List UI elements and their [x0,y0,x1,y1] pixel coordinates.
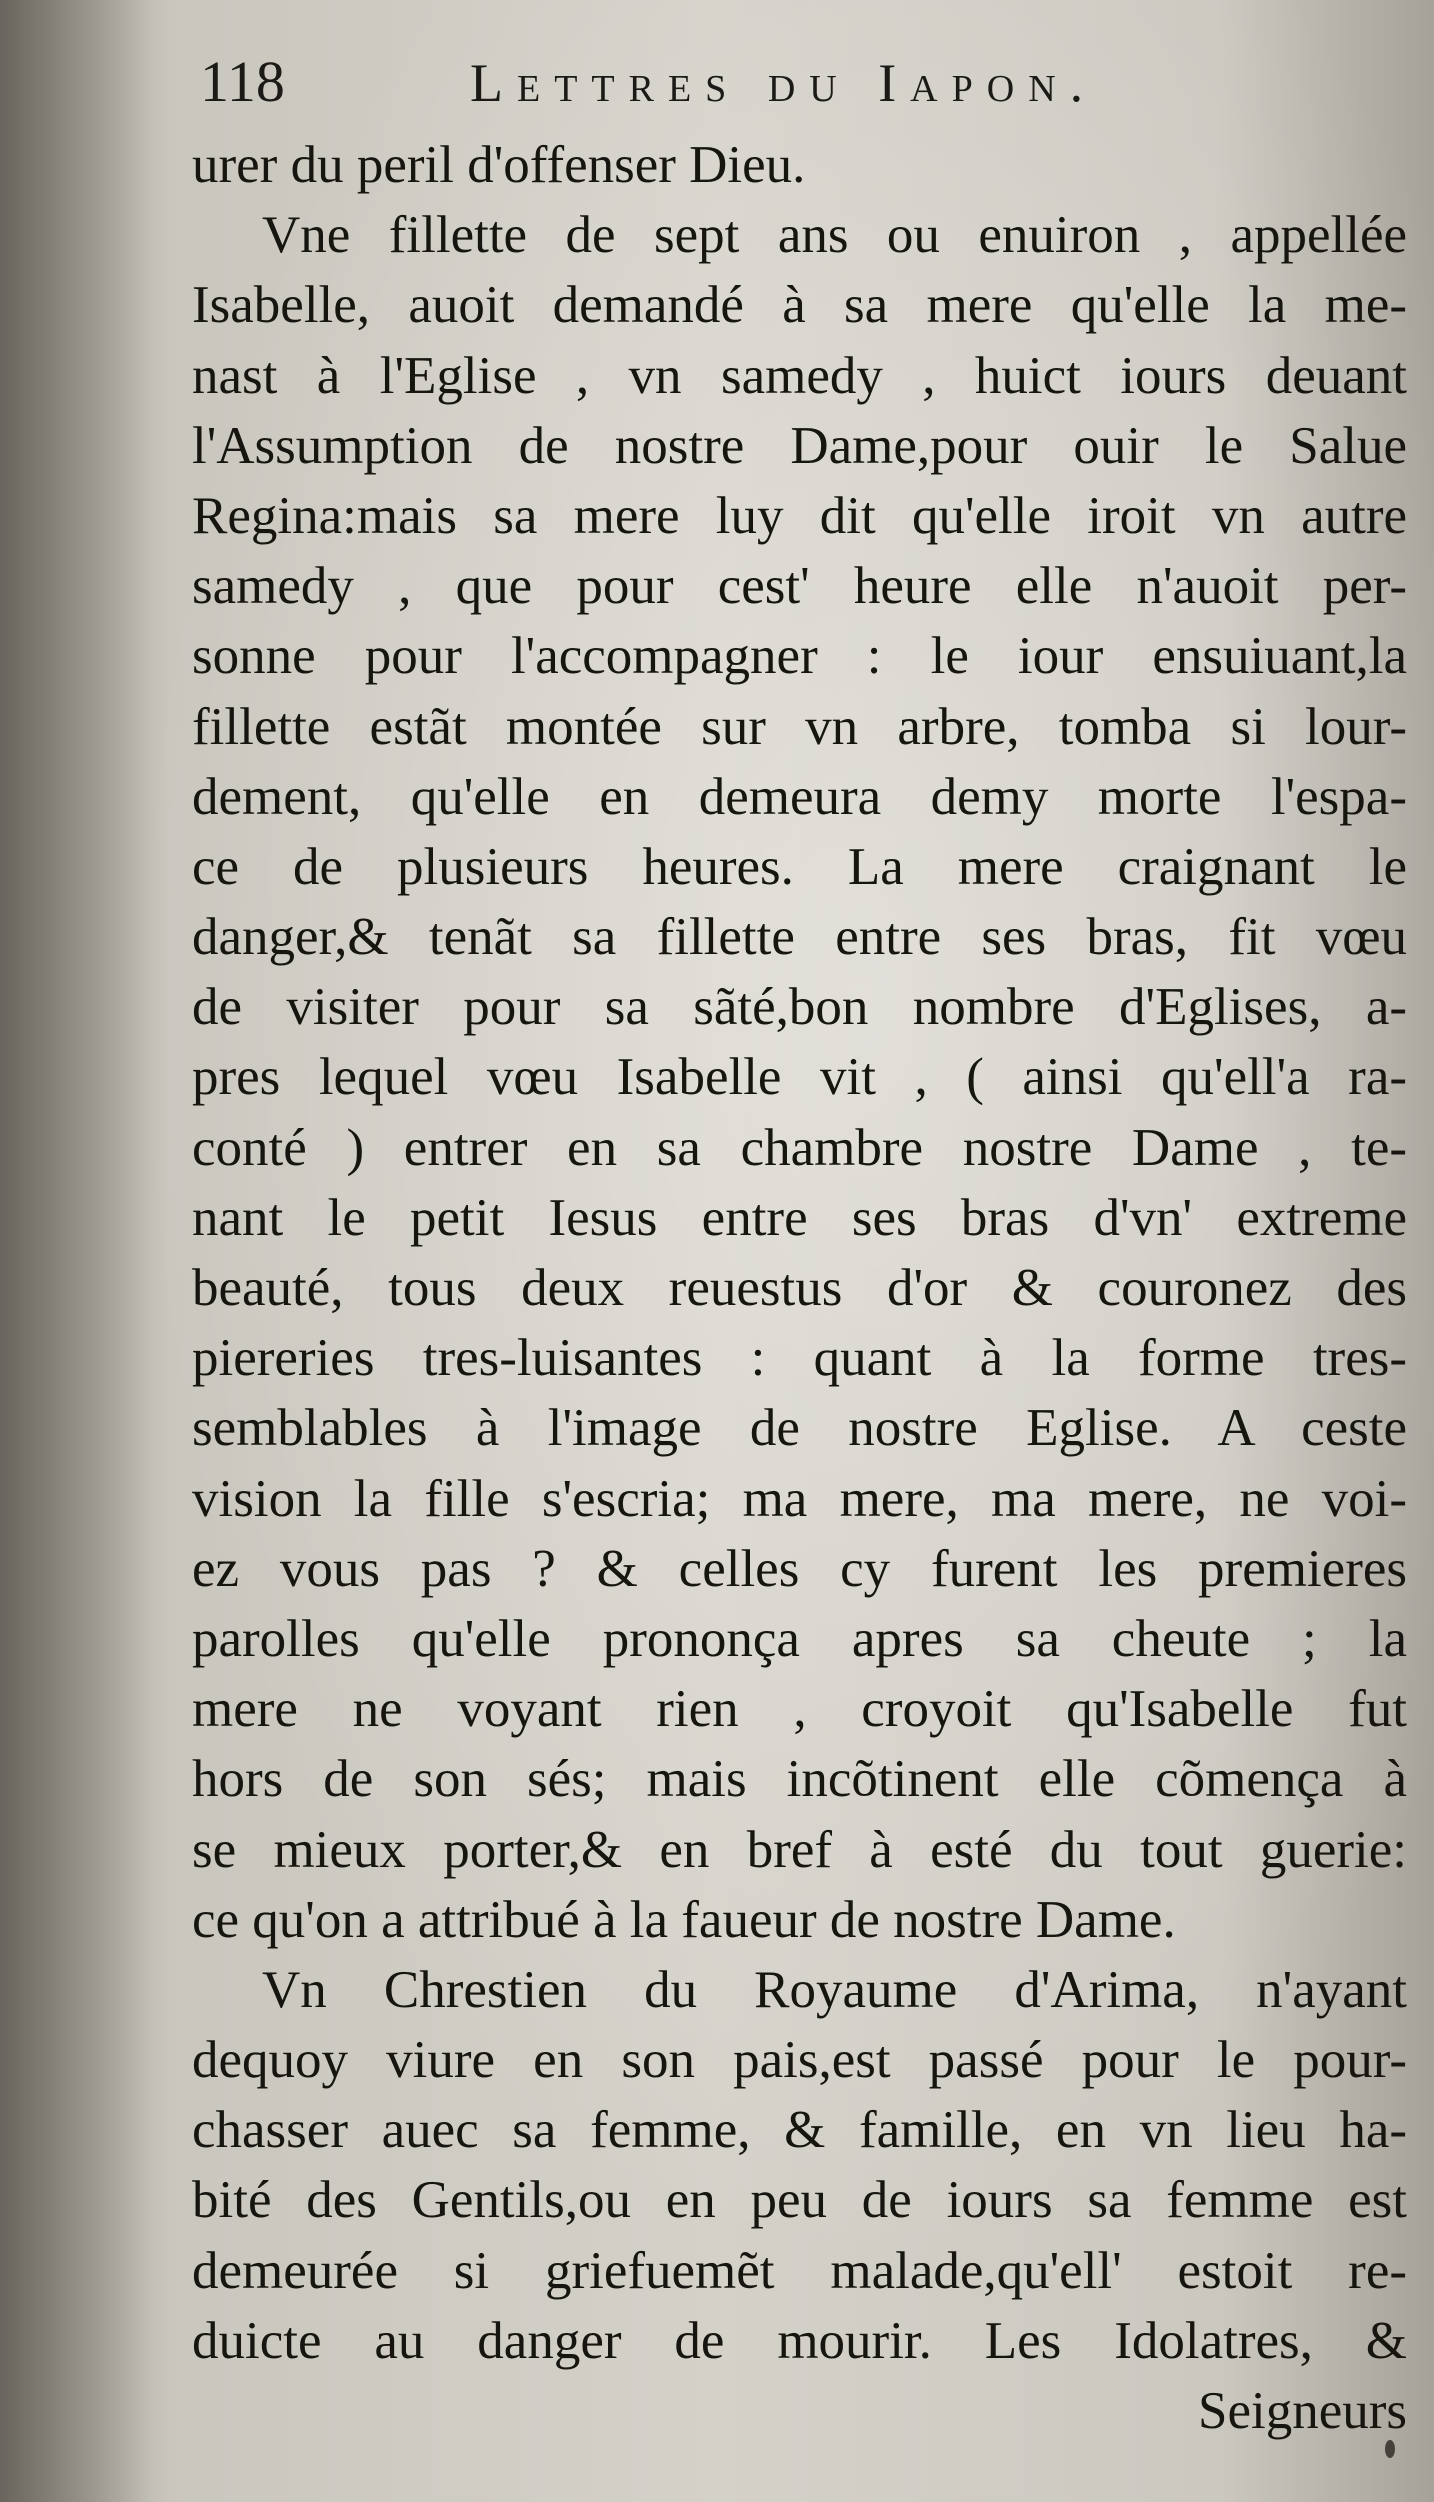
text-line: piereries tres-luisantes : quant à la forme tres- [192,1329,1407,1388]
catchword: Seigneurs [1197,2382,1407,2440]
text-line: demeurée si griefuemẽt malade,qu'ell' estoit re- [192,2241,1407,2300]
text-line: samedy , que pour cest' heure elle n'auoit per- [192,557,1407,616]
printed-page [150,30,1420,2470]
text-line: parolles qu'elle prononça apres sa cheute ; la [192,1609,1407,1668]
text-line: chasser auec sa femme, & famille, en vn lieu ha- [192,2101,1407,2160]
text-line: fillette estãt montée sur vn arbre, tomba si lour- [192,697,1407,756]
text-line: conté ) entrer en sa chambre nostre Dame , te- [192,1118,1407,1177]
text-line: urer du peril d'offenser Dieu. [192,136,806,194]
gutter-shadow [0,0,170,2502]
text-line: ez vous pas ? & celles cy furent les premieres [192,1539,1407,1598]
text-line: bité des Gentils,ou en peu de iours sa femme est [192,2171,1407,2230]
ink-speck [1385,2440,1395,2458]
text-line: de visiter pour sa sãté,bon nombre d'Eglises, a- [192,978,1407,1037]
body-text [192,130,1407,2446]
text-line: Isabelle, auoit demandé à sa mere qu'elle la me- [192,276,1407,335]
text-line: danger,& tenãt sa fillette entre ses bras, fit vœu [192,908,1407,967]
text-line: pres lequel vœu Isabelle vit , ( ainsi qu'ell'a ra- [192,1048,1407,1107]
running-title: Lettres du Iapon. [470,53,1098,113]
text-line: dement, qu'elle en demeura demy morte l'espa- [192,767,1407,826]
text-line: sonne pour l'accompagner : le iour ensuiuant,la [192,627,1407,686]
text-line: Regina:mais sa mere luy dit qu'elle iroit vn autre [192,486,1407,545]
running-head [200,48,1400,128]
text-line: ce de plusieurs heures. La mere craignant le [192,837,1407,896]
text-line: dequoy viure en son pais,est passé pour le pour- [192,2031,1407,2090]
text-line: duicte au danger de mourir. Les Idolatres, & [192,2311,1407,2370]
text-line: nast à l'Eglise , vn samedy , huict iours deuant [192,346,1407,405]
page-number: 118 [200,49,285,114]
text-line: l'Assumption de nostre Dame,pour ouir le Salue [192,416,1407,475]
text-line: Vn Chrestien du Royaume d'Arima, n'ayant [262,1960,1407,2019]
text-line: beauté, tous deux reuestus d'or & couronez des [192,1259,1407,1317]
text-line: nant le petit Iesus entre ses bras d'vn' extreme [192,1188,1407,1247]
text-line: Vne fillette de sept ans ou enuiron , appellée [262,206,1407,265]
text-line: mere ne voyant rien , croyoit qu'Isabelle fut [192,1680,1407,1739]
text-line: ce qu'on a attribué à la faueur de nostre Dame. [192,1890,1176,1949]
text-line: vision la fille s'escria; ma mere, ma mere, ne voi- [192,1469,1407,1528]
text-line: se mieux porter,& en bref à esté du tout guerie: [192,1820,1407,1879]
text-line: hors de son sés; mais incõtinent elle cõmença à [192,1750,1407,1809]
text-line: semblables à l'image de nostre Eglise. A ceste [192,1399,1407,1458]
